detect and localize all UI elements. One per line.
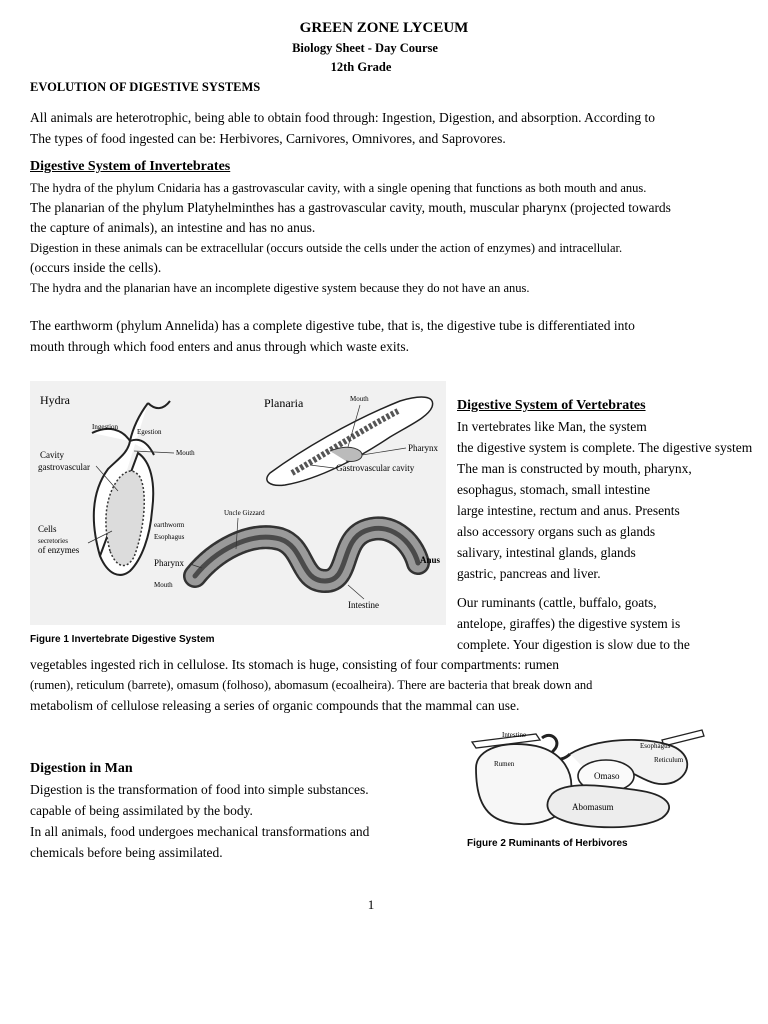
- label-earthworm-pharynx: Pharynx: [154, 558, 184, 568]
- man-line: chemicals before being assimilated.: [30, 845, 223, 860]
- vert-line: In vertebrates like Man, the system: [457, 419, 647, 434]
- grade-label: 12th Grade: [330, 60, 392, 74]
- inv-line: (occurs inside the cells).: [30, 260, 162, 275]
- vert-line: esophagus, stomach, small intestine: [457, 482, 651, 497]
- invertebrates-paragraph: [30, 178, 750, 298]
- man-paragraph: [30, 779, 450, 863]
- label-hydra: Hydra: [40, 393, 70, 407]
- man-heading: Digestion in Man: [30, 761, 133, 776]
- inv-line: the capture of animals), an intestine and has no anus.: [30, 220, 316, 235]
- label-secretories: secretories: [38, 537, 68, 545]
- label-reticulum: Reticulum: [654, 756, 684, 764]
- figure1-caption: Figure 1 Invertebrate Digestive System: [30, 634, 215, 645]
- label-of-enzymes: of enzymes: [38, 545, 80, 555]
- earthworm-line: mouth through which food enters and anus through which waste exits.: [30, 339, 410, 354]
- ruminants-paragraph: [457, 592, 757, 655]
- label-hydra-mouth: Mouth: [176, 449, 195, 457]
- label-uncle-gizzard: Uncle Gizzard: [224, 509, 265, 517]
- label-gastrovascular-cavity: Gastrovascular cavity: [336, 463, 415, 473]
- label-anus: Anus: [420, 555, 441, 565]
- label-planaria-mouth: Mouth: [350, 395, 369, 403]
- label-egestion: Egestion: [137, 428, 162, 436]
- page-number: 1: [367, 897, 375, 912]
- invertebrates-heading: Digestive System of Invertebrates: [30, 159, 231, 174]
- label-esophagus: Esophagus: [154, 533, 185, 541]
- ruminant-cont-line: (rumen), reticulum (barrete), omasum (folhoso), abomasum (ecoalheira). There are bacteria that break down and: [30, 678, 593, 692]
- intro-paragraph: [30, 107, 750, 149]
- inv-line: Digestion in these animals can be extracellular (occurs outside the cells under the action of enzymes) and intracellular.: [30, 241, 623, 255]
- intro-line: The types of food ingested can be: Herbivores, Carnivores, Omnivores, and Saprovores.: [30, 131, 506, 146]
- vert-line: also accessory organs such as glands: [457, 524, 656, 539]
- man-line: In all animals, food undergoes mechanical transformations and: [30, 824, 370, 839]
- inv-line: The hydra and the planarian have an incomplete digestive system because they do not have an anus.: [30, 281, 530, 295]
- label-ruminant-esophagus: Esophagus: [640, 742, 671, 750]
- intro-line: All animals are heterotrophic, being able to obtain food through: Ingestion, Digestion, and absorption. According to: [30, 110, 655, 125]
- vert-line: salivary, intestinal glands, glands: [457, 545, 636, 560]
- label-cavity: Cavity: [40, 450, 64, 460]
- vertebrates-heading: Digestive System of Vertebrates: [457, 398, 646, 413]
- invertebrate-illustration: [30, 381, 446, 625]
- ruminant-line: complete. Your digestion is slow due to the: [457, 637, 690, 652]
- earthworm-line: The earthworm (phylum Annelida) has a complete digestive tube, that is, the digestive tube is differentiated into: [30, 318, 635, 333]
- label-omaso: Omaso: [594, 771, 620, 781]
- label-abomasum: Abomasum: [572, 802, 614, 812]
- ruminant-cont-line: vegetables ingested rich in cellulose. Its stomach is huge, consisting of four compartments: rumen: [30, 657, 559, 672]
- label-earthworm: earthworm: [154, 521, 185, 529]
- ruminant-line: antelope, giraffes) the digestive system is: [457, 616, 681, 631]
- label-ruminant-intestine: Intestine: [502, 731, 527, 739]
- label-earthworm-mouth: Mouth: [154, 581, 173, 589]
- figure2-caption: Figure 2 Ruminants of Herbivores: [467, 838, 628, 849]
- label-ingestion: Ingestion: [92, 423, 119, 431]
- label-intestine: Intestine: [348, 600, 379, 610]
- vert-line: large intestine, rectum and anus. Presents: [457, 503, 680, 518]
- inv-line: The planarian of the phylum Platyhelminthes has a gastrovascular cavity, mouth, muscular pharynx (projected towards: [30, 200, 671, 215]
- ruminant-illustration: [466, 724, 706, 832]
- label-planaria-pharynx: Pharynx: [408, 443, 438, 453]
- man-line: capable of being assimilated by the body.: [30, 803, 253, 818]
- vert-line: the digestive system is complete. The digestive system: [457, 440, 753, 455]
- section-title: EVOLUTION OF DIGESTIVE SYSTEMS: [30, 80, 261, 94]
- label-cells: Cells: [38, 524, 57, 534]
- ruminant-cont-line: metabolism of cellulose releasing a series of organic compounds that the mammal can use.: [30, 698, 520, 713]
- ruminant-line: Our ruminants (cattle, buffalo, goats,: [457, 595, 657, 610]
- earthworm-paragraph: [30, 315, 750, 357]
- vert-line: The man is constructed by mouth, pharynx,: [457, 461, 692, 476]
- earthworm-drawing: [195, 528, 418, 581]
- vertebrates-paragraph: [457, 416, 768, 584]
- inv-line: The hydra of the phylum Cnidaria has a gastrovascular cavity, with a single opening that functions as both mouth and anus.: [30, 181, 647, 195]
- vert-line: gastric, pancreas and liver.: [457, 566, 601, 581]
- man-line: Digestion is the transformation of food into simple substances.: [30, 782, 369, 797]
- figure-ruminant-stomach: [466, 724, 706, 832]
- label-planaria: Planaria: [264, 396, 304, 410]
- figure-invertebrate-digestive-system: [30, 381, 446, 625]
- ruminants-continued: [30, 654, 750, 716]
- school-name: GREEN ZONE LYCEUM: [299, 20, 469, 36]
- label-rumen: Rumen: [494, 760, 515, 768]
- sheet-title: Biology Sheet - Day Course: [292, 41, 438, 55]
- label-gastrovascular: gastrovascular: [38, 462, 90, 472]
